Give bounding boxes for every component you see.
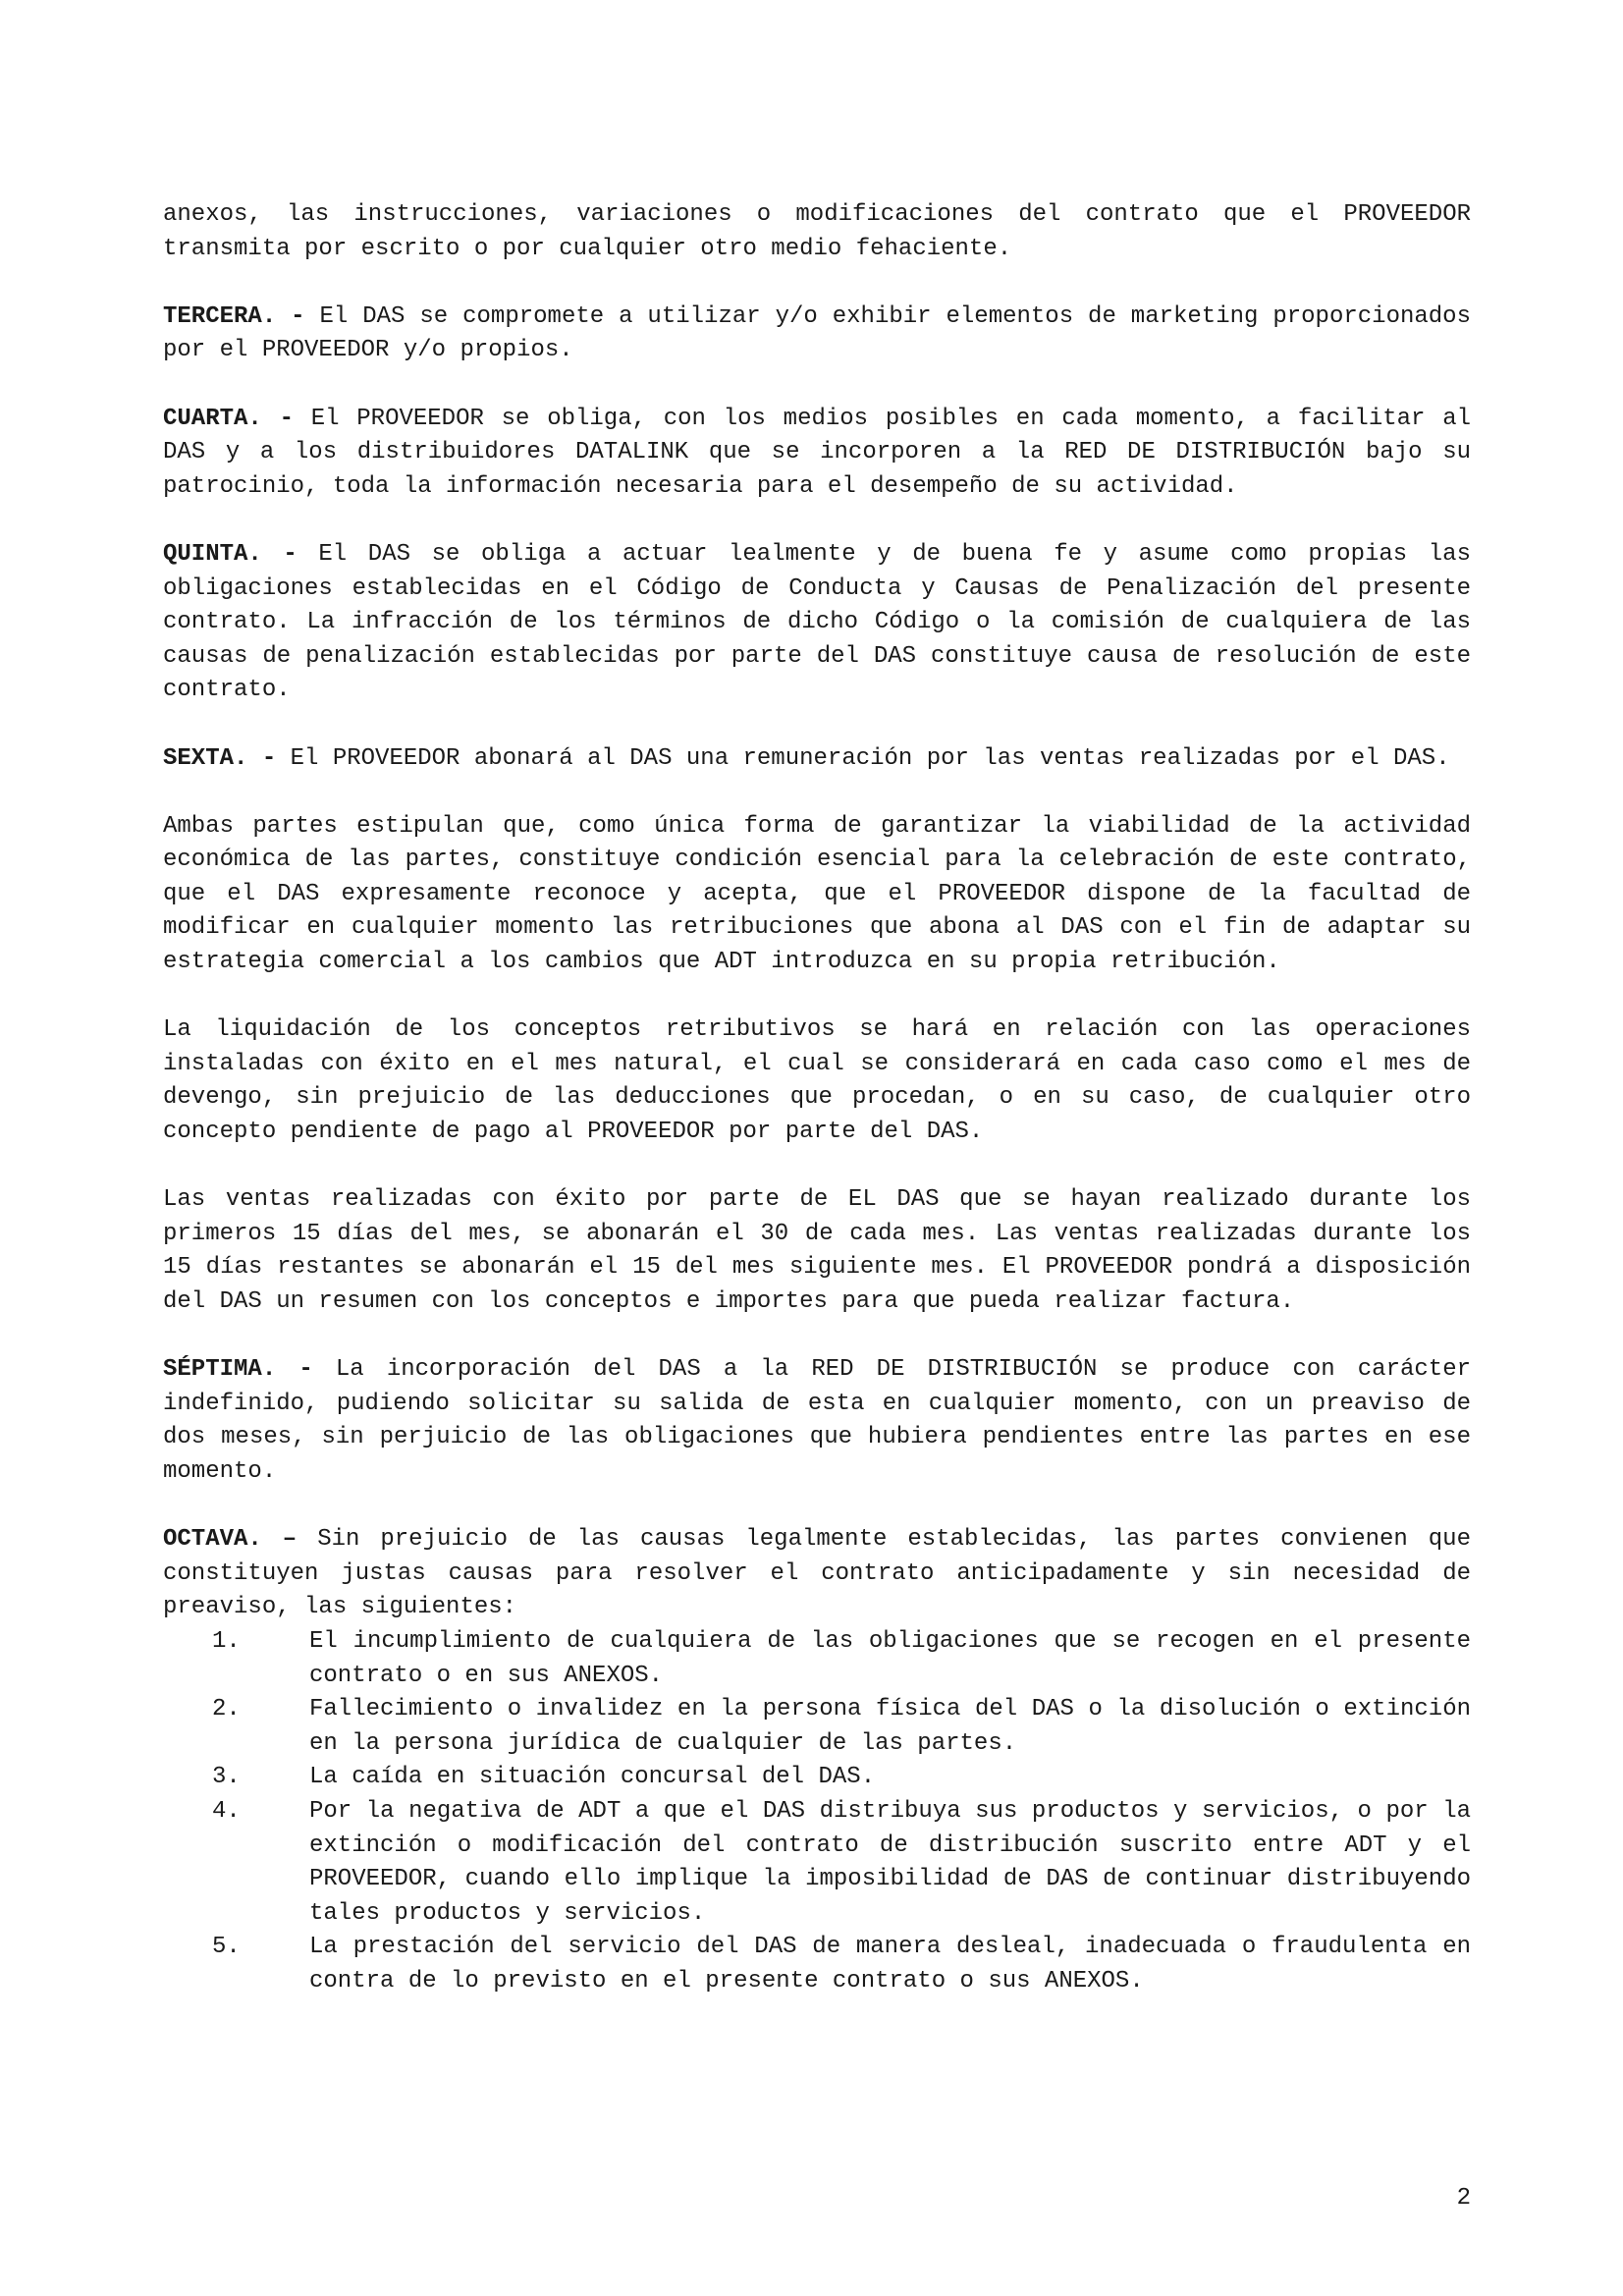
list-item-number: 3. [212,1764,241,1791]
page-number: 2 [1456,2185,1471,2212]
list-item-text: Fallecimiento o invalidez en la persona física del DAS o la disolución o extinción en la persona jurídica de cualquier de las partes. [309,1696,1471,1757]
clause-text: El PROVEEDOR se obliga, con los medios posibles en cada momento, a facilitar al DAS y a los distribuidores DATALINK que se incorporen a la RED DE DISTRIBUCIÓN bajo su patrocinio, toda la información necesaria para el desempeño de su actividad. [163,405,1471,500]
list-item-text: El incumplimiento de cualquiera de las obligaciones que se recogen en el presente contrato o en sus ANEXOS. [309,1627,1471,1689]
list-item-number: 5. [212,1934,241,1961]
termination-causes-list [163,1625,1471,1999]
list-item [163,1625,1471,1693]
clause-septima [163,1353,1471,1489]
clause-heading: QUINTA. - [163,540,298,568]
clause-quinta [163,538,1471,708]
sexta-paragraph: La liquidación de los conceptos retributivos se hará en relación con las operaciones instaladas con éxito en el mes natural, el cual se considerará en cada caso como el mes de devengo, sin prejuicio de las deducciones que procedan, o en su caso, de cualquier otro concepto pendiente de pago al PROVEEDOR por parte del DAS. [163,1016,1471,1146]
list-item [163,1761,1471,1795]
list-item [163,1693,1471,1761]
list-item-number: 1. [212,1627,241,1655]
list-item-text: La caída en situación concursal del DAS. [309,1764,876,1791]
document-body [163,198,1471,1998]
clause-text: El DAS se obliga a actuar lealmente y de buena fe y asume como propias las obligaciones establecidas en el Código de Conducta y Causas de Penalización del presente contrato. La infracción de los términos de dicho Código o la comisión de cualquiera de las causas de penalización establecidas por parte del DAS constituye causa de resolución de este contrato. [163,540,1471,704]
clause-text: Sin prejuicio de las causas legalmente establecidas, las partes convienen que constituyen justas causas para resolver el contrato anticipadamente y sin necesidad de preaviso, las siguientes: [163,1526,1471,1621]
list-item [163,1931,1471,1998]
clause-heading: OCTAVA. – [163,1526,298,1554]
clause-text: La incorporación del DAS a la RED DE DISTRIBUCIÓN se produce con carácter indefinido, pudiendo solicitar su salida de esta en cualquier momento, con un preaviso de dos meses, sin perjuicio de las obligaciones que hubiera pendientes entre las partes en ese momento. [163,1356,1471,1485]
list-item-number: 4. [212,1797,241,1825]
clause-heading: CUARTA. - [163,405,294,432]
clause-heading: TERCERA. - [163,302,305,330]
list-item-text: Por la negativa de ADT a que el DAS distribuya sus productos y servicios, o por la extinción o modificación del contrato de distribución suscrito entre ADT y el PROVEEDOR, cuando ello implique la imposibilidad de DAS de continuar distribuyendo tales productos y servicios. [309,1797,1471,1927]
sexta-paragraph: Ambas partes estipulan que, como única forma de garantizar la viabilidad de la actividad económica de las partes, constituye condición esencial para la celebración de este contrato, que el DAS expresamente reconoce y acepta, que el PROVEEDOR dispone de la facultad de modificar en cualquier momento las retribuciones que abona al DAS con el fin de adaptar su estrategia comercial a los cambios que ADT introduzca en su propia retribución. [163,812,1471,976]
clause-text: El DAS se compromete a utilizar y/o exhibir elementos de marketing proporcionados por el PROVEEDOR y/o propios. [163,302,1471,364]
continuation-paragraph: anexos, las instrucciones, variaciones o modificaciones del contrato que el PROVEEDOR transmita por escrito o por cualquier otro medio fehaciente. [163,201,1471,262]
clause-heading: SEXTA. - [163,744,277,772]
clause-octava [163,1523,1471,1625]
clause-heading: SÉPTIMA. - [163,1356,313,1384]
list-item [163,1795,1471,1931]
clause-sexta [163,742,1471,777]
sexta-paragraph: Las ventas realizadas con éxito por parte de EL DAS que se hayan realizado durante los primeros 15 días del mes, se abonarán el 30 de cada mes. Las ventas realizadas durante los 15 días restantes se abonarán el 15 del mes siguiente mes. El PROVEEDOR pondrá a disposición del DAS un resumen con los conceptos e importes para que pueda realizar factura. [163,1186,1471,1315]
list-item-number: 2. [212,1696,241,1723]
clause-tercera [163,301,1471,368]
clause-text: El PROVEEDOR abonará al DAS una remuneración por las ventas realizadas por el DAS. [276,744,1450,772]
list-item-text: La prestación del servicio del DAS de manera desleal, inadecuada o fraudulenta en contra de lo previsto en el presente contrato o sus ANEXOS. [309,1934,1471,1995]
clause-cuarta [163,403,1471,505]
